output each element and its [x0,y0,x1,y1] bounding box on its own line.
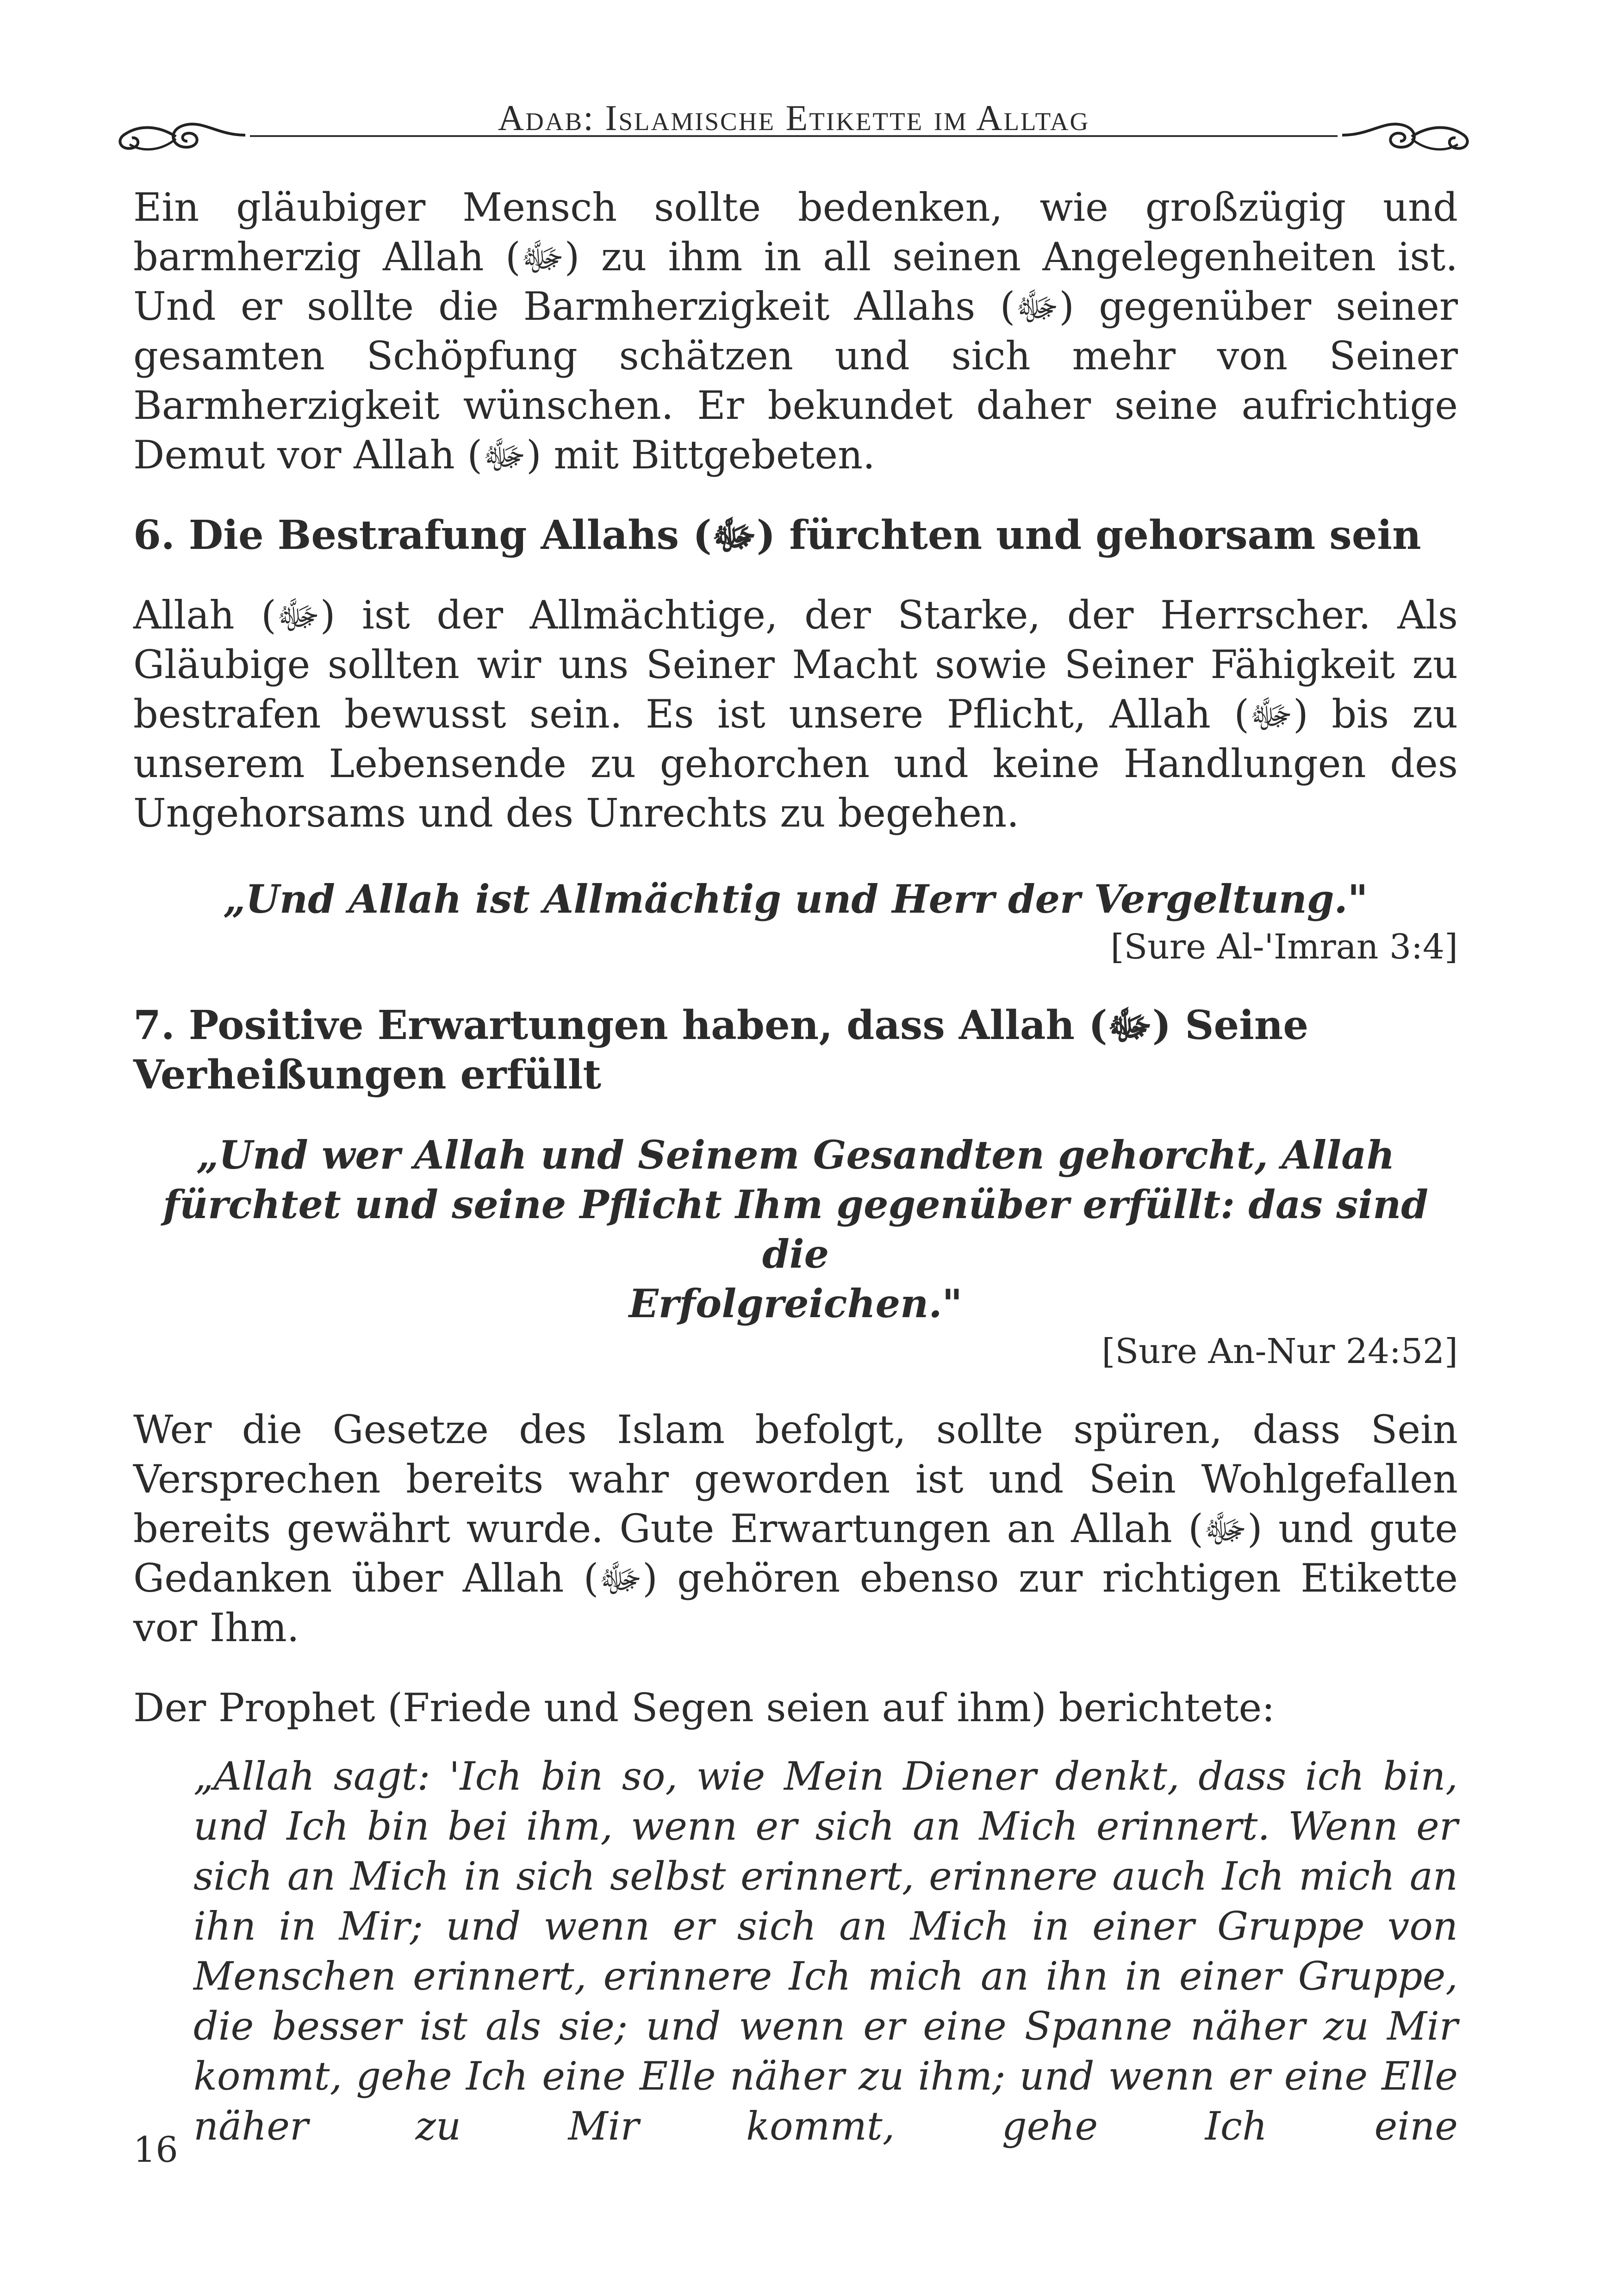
paragraph-obedience: Allah (ﷻ) ist der Allmächtige, der Starke, der Herrscher. Als Gläubige sollten wir uns Seiner Macht sowie Seiner Fähigkeit zu bestrafen bewusst sein. Es ist unsere Pflicht, Allah (ﷻ) bis zu unserem Lebensende zu gehorchen und keine Handlungen des Ungehorsams und des Unrechts zu begehen. [133,592,1458,836]
quran-quote-2-line3: Erfolgreichen." [629,1281,963,1326]
quran-quote-1: „Und Allah ist Allmächtig und Herr der Vergeltung." [223,876,1368,922]
hadith-quote: „Allah sagt: 'Ich bin so, wie Mein Diener denkt, dass ich bin, und Ich bin bei ihm, wenn er sich an Mich erinnert. Wenn er sich an Mich in sich selbst erinnert, erinnere auch Ich mich an ihn in Mir; und wenn er sich an Mich in einer Gruppe von Menschen erinnert, erinnere Ich mich an ihn in einer Gruppe, die besser ist als sie; und wenn er eine Spanne näher zu Mir kommt, gehe Ich eine Elle näher zu ihm; und wenn er eine Elle näher zu Mir kommt, gehe Ich eine [193,1754,1458,2149]
heading-section-7-line2: Verheißungen erfüllt [133,1052,602,1098]
paragraph-prophet-reported: Der Prophet (Friede und Segen seien auf ihm) berichtete: [133,1685,1275,1730]
paragraph-expectations: Wer die Gesetze des Islam befolgt, sollte spüren, dass Sein Versprechen bereits wahr geworden ist und Sein Wohlgefallen bereits gewährt wurde. Gute Erwartungen an Allah (ﷻ) und gute Gedanken über Allah (ﷻ) gehören ebenso zur richtigen Etikette vor Ihm. [133,1407,1458,1650]
paragraph-mercy: Ein gläubiger Mensch sollte bedenken, wie großzügig und barmherzig Allah (ﷻ) zu ihm in all seinen Angelegenheiten ist. Und er sollte die Barmherzigkeit Allahs (ﷻ) gegenüber seiner gesamten Schöpfung schätzen und sich mehr von Seiner Barmherzigkeit wünschen. Er bekundet daher seine aufrichtige Demut vor Allah (ﷻ) mit Bittgebeten. [133,185,1458,478]
page-content [133,183,1458,2151]
quran-quote-2-line1: „Und wer Allah und Seinem Gesandten gehorcht, Allah [196,1132,1395,1178]
page-number: 16 [133,2129,178,2170]
header-rule [250,135,1338,137]
right-scroll-ornament-icon [1338,111,1476,157]
quran-reference-1: [Sure Al-'Imran 3:4] [1110,927,1458,967]
quran-reference-2: [Sure An-Nur 24:52] [1101,1332,1458,1371]
header-title: Adab: Islamische Etikette im Alltag [498,98,1090,138]
quran-quote-2-line2: fürchtet und seine Pflicht Ihm gegenüber erfüllt: das sind die [162,1182,1429,1277]
running-header [111,93,1476,162]
heading-section-7-line1: 7. Positive Erwartungen haben, dass Allah (ﷻ) Seine [133,1002,1309,1049]
heading-section-6: 6. Die Bestrafung Allahs (ﷻ) fürchten und gehorsam sein [133,512,1421,559]
